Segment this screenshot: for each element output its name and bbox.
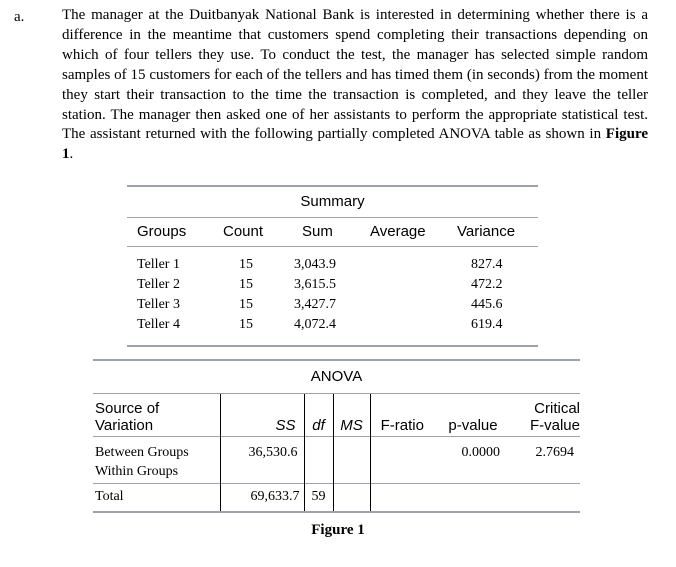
- count-cell: 15: [239, 297, 253, 312]
- ss-cell: 69,633.7: [220, 483, 304, 511]
- group-cell: Teller 3: [137, 297, 180, 312]
- anova-header-row: [93, 394, 580, 437]
- df-cell: [304, 461, 333, 483]
- summary-body: [127, 247, 538, 345]
- p-value-cell: [434, 483, 512, 511]
- header-variance: Variance: [457, 223, 516, 240]
- question-text: The manager at the Duitbanyak National Bank is interested in determining whether there is a difference in the meantime that customers spend completing their transactions depending on which of four tellers they use. To conduct the test, the manager has selected simple random samples of 15 customers for each of the tellers and has timed them (in seconds) from the moment they start their transaction to the time the transaction is completed, and they leave the teller station. The manager then asked one of her assistants to perform the appropriate statistical test. The assistant returned with the following partially completed ANOVA table as shown in: [62, 7, 648, 143]
- source-cell: Within Groups: [95, 463, 179, 479]
- count-cell: 15: [239, 257, 253, 272]
- header-sum: Sum: [302, 223, 333, 240]
- p-value-cell: [434, 461, 512, 483]
- variance-cell: 619.4: [471, 317, 503, 332]
- table-row: [127, 275, 538, 295]
- ms-cell: [333, 437, 370, 462]
- f-crit-cell: [512, 483, 580, 511]
- summary-table: [127, 185, 538, 347]
- header-ms-text: MS: [340, 417, 363, 434]
- header-ss-text: SS: [275, 417, 296, 434]
- table-row: [127, 255, 538, 275]
- table-row: [93, 461, 580, 483]
- df-cell: [304, 437, 333, 462]
- header-critical-line2: F-value: [529, 417, 580, 434]
- question-label: a.: [14, 9, 25, 25]
- group-cell: Teller 2: [137, 277, 180, 292]
- table-row: [93, 483, 580, 511]
- sum-cell: 3,043.9: [294, 257, 336, 272]
- header-critical: [512, 394, 580, 437]
- header-p-value: p-value: [448, 417, 498, 434]
- count-cell: 15: [239, 277, 253, 292]
- header-source: [93, 394, 220, 437]
- group-cell: Teller 1: [137, 257, 180, 272]
- table-row: [127, 315, 538, 335]
- header-source-line2: Variation: [95, 417, 154, 434]
- header-ms: [333, 394, 370, 437]
- header-count: Count: [223, 223, 264, 240]
- variance-cell: 445.6: [471, 297, 503, 312]
- anova-grid: [93, 394, 580, 511]
- ms-cell: [333, 461, 370, 483]
- header-ss: [220, 394, 304, 437]
- header-average: Average: [370, 223, 426, 240]
- f-ratio-cell: [370, 483, 434, 511]
- ss-cell: 36,530.6: [220, 437, 304, 462]
- f-ratio-cell: [370, 461, 434, 483]
- ss-cell: [220, 461, 304, 483]
- header-df-text: df: [312, 417, 325, 434]
- source-cell: Between Groups: [93, 437, 220, 462]
- f-crit-cell: [512, 461, 580, 483]
- summary-header-row: [127, 218, 538, 246]
- variance-cell: 827.4: [471, 257, 503, 272]
- question-period: .: [69, 146, 74, 163]
- question-paragraph: [62, 6, 648, 165]
- summary-title: Summary: [300, 193, 365, 210]
- table-row: [127, 295, 538, 315]
- sum-cell: 3,615.5: [294, 277, 336, 292]
- header-critical-line1: Critical: [534, 400, 580, 417]
- anova-bottom-rule: [93, 511, 580, 513]
- header-source-line1: Source of: [95, 400, 160, 417]
- group-cell: Teller 4: [137, 317, 180, 332]
- figure-caption: Figure 1: [311, 522, 365, 538]
- header-groups: Groups: [137, 223, 187, 240]
- anova-title: ANOVA: [310, 368, 363, 385]
- table-row: [93, 437, 580, 462]
- anova-table: [93, 359, 580, 513]
- header-df: [304, 394, 333, 437]
- df-cell: 59: [304, 483, 333, 511]
- source-cell: Total: [93, 483, 220, 511]
- variance-cell: 472.2: [471, 277, 503, 292]
- header-f-ratio: F-ratio: [370, 394, 434, 437]
- f-crit-cell: 2.7694: [512, 437, 580, 462]
- sum-cell: 3,427.7: [294, 297, 336, 312]
- p-value-cell: 0.0000: [434, 437, 512, 462]
- summary-bottom-rule: [127, 345, 538, 347]
- ms-cell: [333, 483, 370, 511]
- figure-reference: Figure 1: [62, 126, 648, 163]
- count-cell: 15: [239, 317, 253, 332]
- f-ratio-cell: [370, 437, 434, 462]
- sum-cell: 4,072.4: [294, 317, 336, 332]
